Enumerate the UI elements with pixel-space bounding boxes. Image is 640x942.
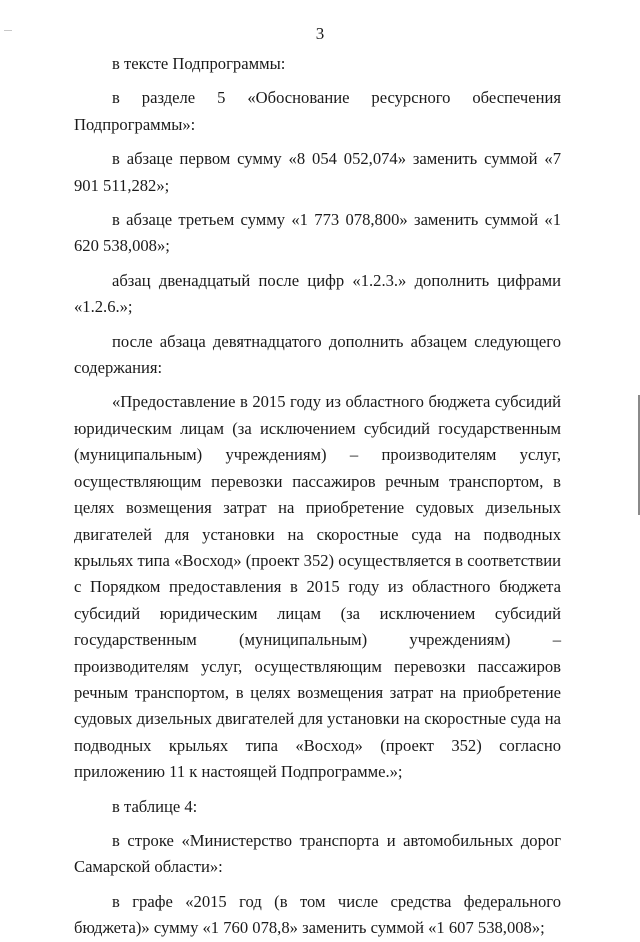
paragraph-3: в абзаце первом сумму «8 054 052,074» заменить суммой «7 901 511,282»; bbox=[74, 149, 561, 195]
paragraph-8: в таблице 4: bbox=[112, 796, 198, 816]
paragraph-7: «Предоставление в 2015 году из областного бюджета субсидий юридическим лицам (за исключением субсидий государственным (муниципальным) учреждениям) – производителям услуг, осуществляющим перевозки пассажиров речным транспортом, в целях возмещения затрат на приобретение судовых дизельных двигателей для установки на скоростные суда на подводных крыльях типа «Восход» (проект 352) осуществляется в соответствии с Порядком предоставления в 2015 году из областного бюджета субсидий юридическим лицам (за исключением субсидий государственным (муниципальным) учреждениям) – производителям услуг, осуществляющим перевозки пассажиров речным транспортом, в целях возмещения затрат на приобретение судовых дизельных двигателей для установки на скоростные суда на подводных крыльях типа «Восход» (проект 352) согласно приложению 11 к настоящей Подпрограмме.»; bbox=[74, 392, 561, 782]
paragraph-9: в строке «Министерство транспорта и автомобильных дорог Самарской области»: bbox=[74, 830, 561, 877]
page-number: 3 bbox=[315, 24, 325, 43]
document-body bbox=[74, 51, 561, 942]
paragraph-2: в разделе 5 «Обоснование ресурсного обеспечения Подпрограммы»: bbox=[74, 88, 561, 134]
paragraph-10: в графе «2015 год (в том числе средства федерального бюджета)» сумму «1 760 078,8» заменить суммой «1 607 538,008»; bbox=[74, 891, 561, 938]
paragraph-5: абзац двенадцатый после цифр «1.2.3.» дополнить цифрами «1.2.6.»; bbox=[74, 270, 561, 317]
paragraph-4: в абзаце третьем сумму «1 773 078,800» заменить суммой «1 620 538,008»; bbox=[74, 210, 561, 256]
paragraph-6: после абзаца девятнадцатого дополнить абзацем следующего содержания: bbox=[74, 331, 561, 378]
paragraph-1: в тексте Подпрограммы: bbox=[112, 54, 286, 73]
